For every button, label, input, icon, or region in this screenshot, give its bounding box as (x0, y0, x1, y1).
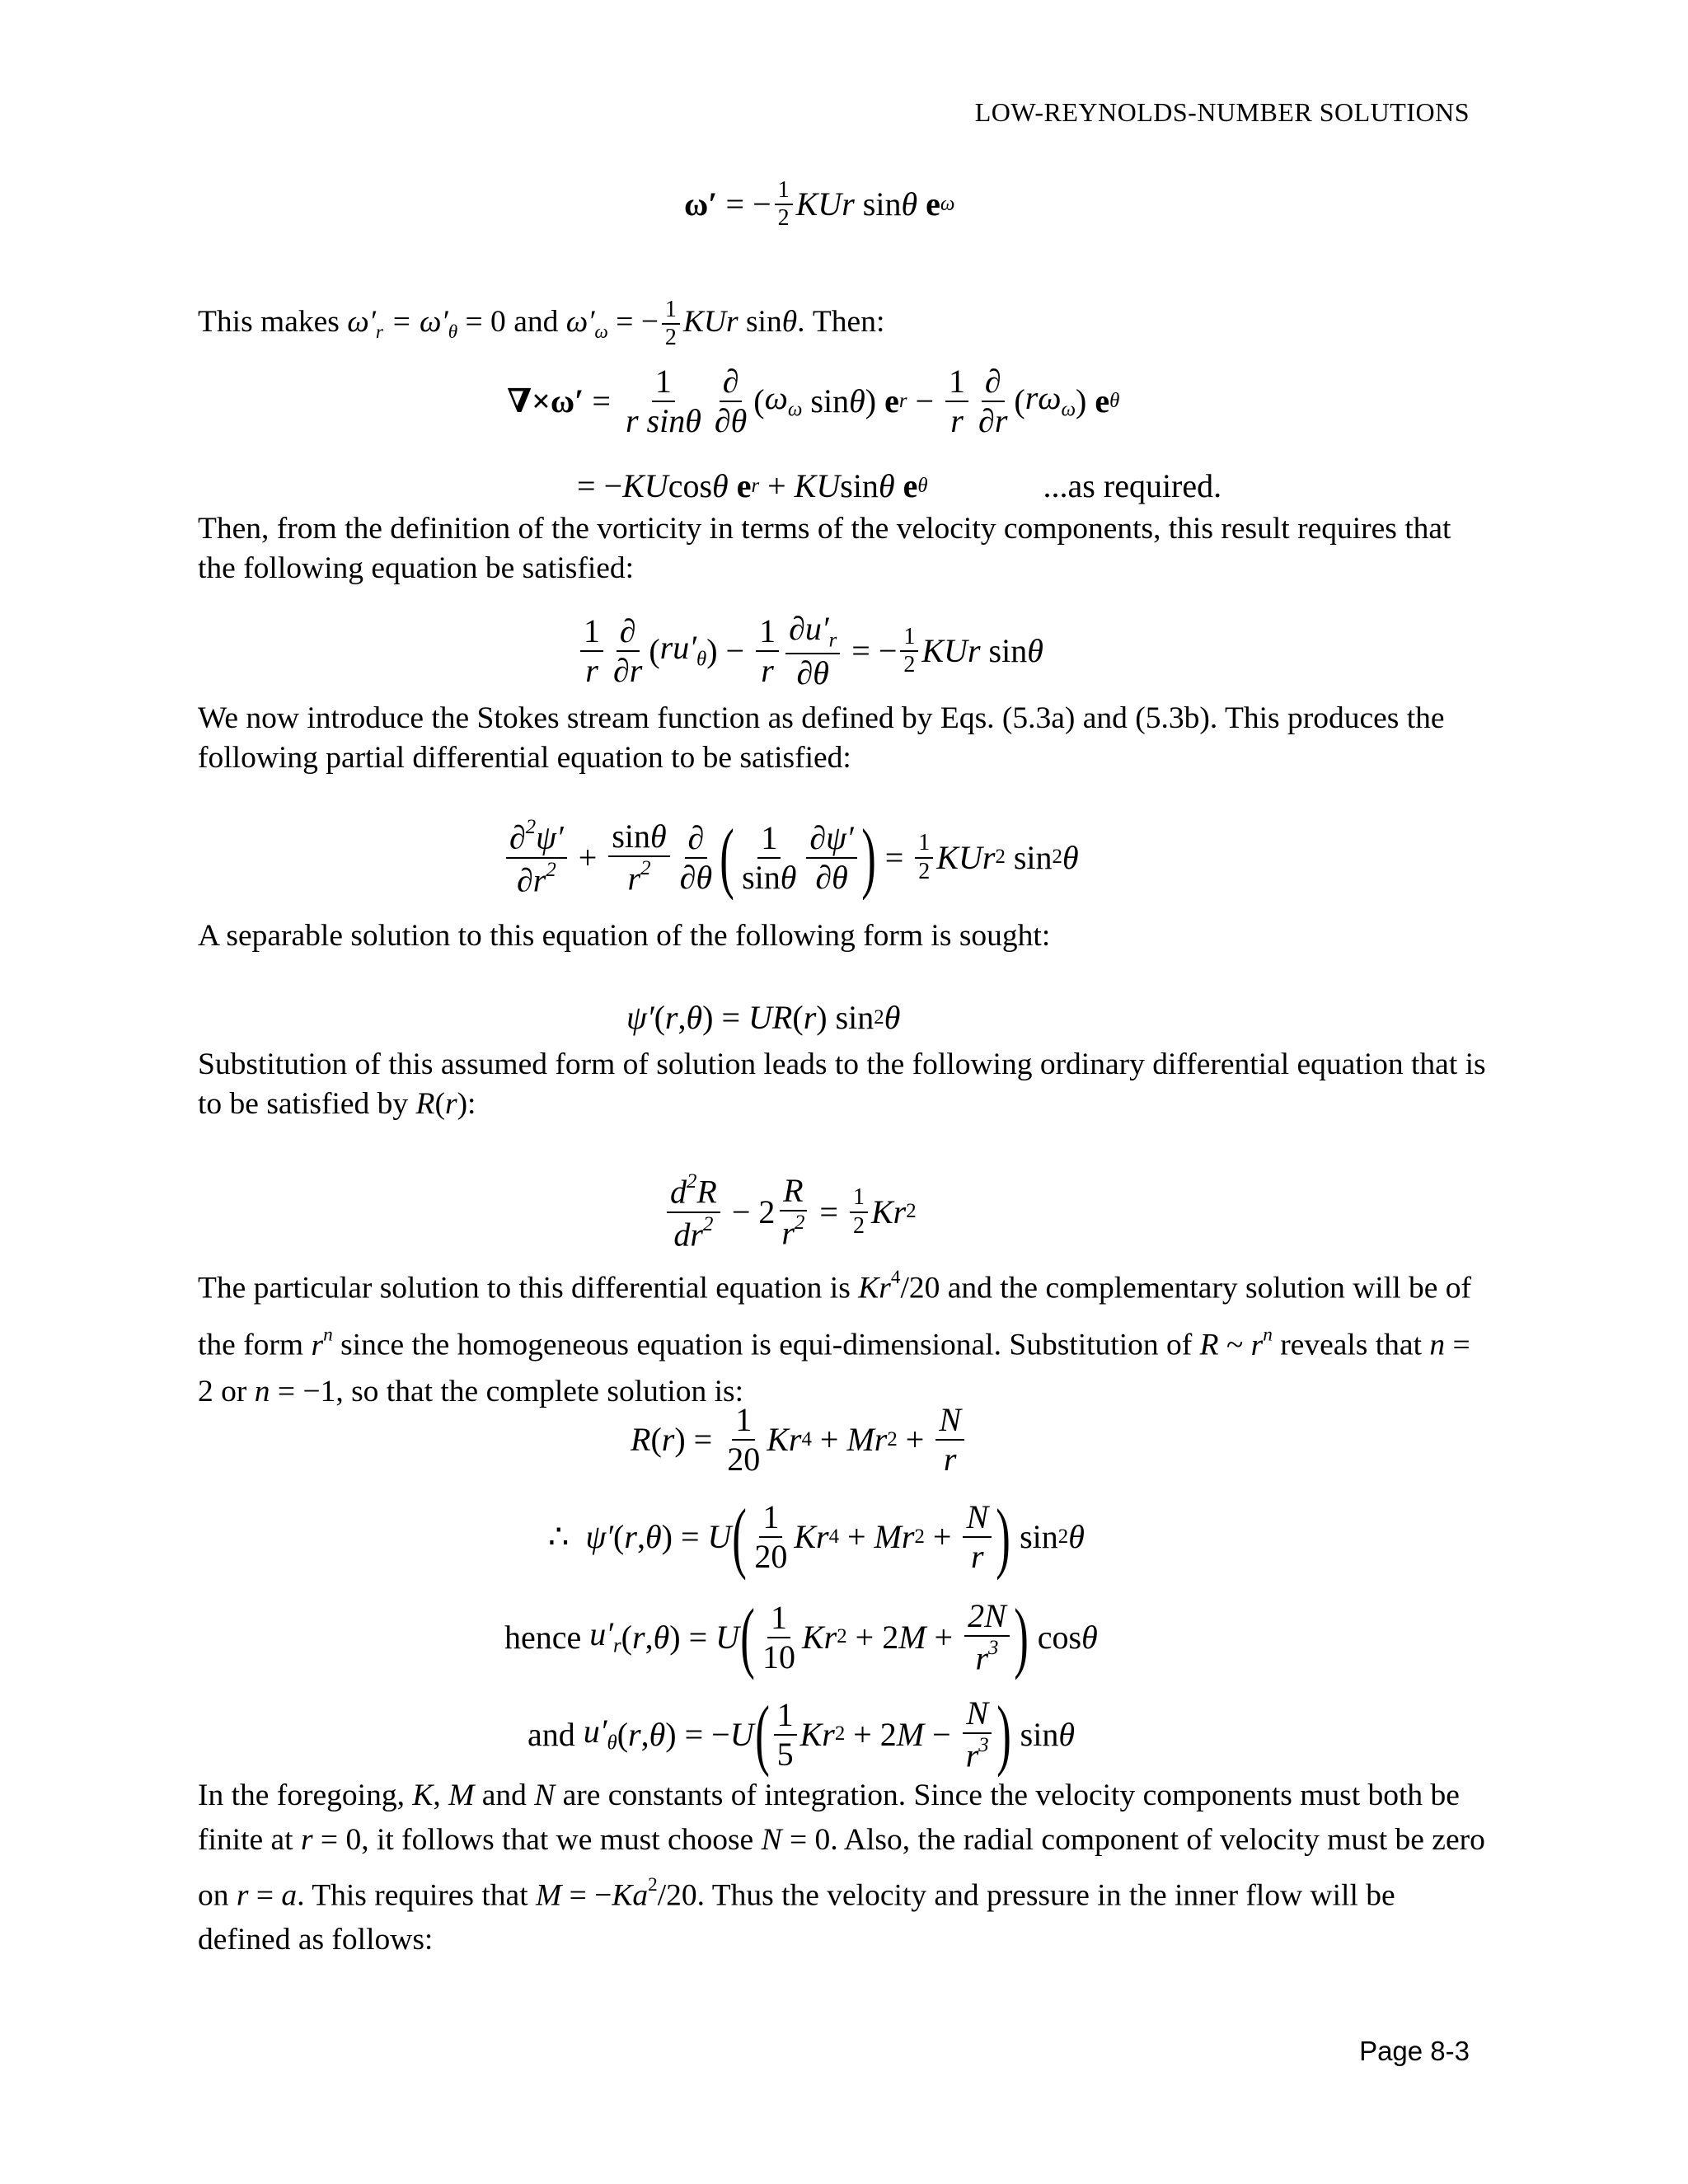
paragraph-4: A separable solution to this equation of the following form is sought: (198, 919, 1051, 953)
paragraph-6: The particular solution to this differential equation is Kr$^4$/20 and the complementary solution will be of the form $r^n$ since the homogeneous equation is equi-dimensional. Substitution of R ~ $r^n$ reveals that n = 2 or n = −1, so that the complete solution is: (198, 1267, 1472, 1408)
page-number: Page 8-3 (1359, 2036, 1470, 2066)
running-head: LOW-REYNOLDS-NUMBER SOLUTIONS (974, 97, 1470, 127)
hence-label: hence (504, 1618, 582, 1656)
and-label: and (528, 1715, 575, 1753)
paragraph-7: In the foregoing, K, M and N are constants of integration. Since the velocity components must both be finite at r = 0, it follows that we must choose N = 0. Also, the radial component of velocity must be zero on r = a. This requires that $M = -Ka^2/20$. Thus the velocity and pressure in the inner flow will be defined as follows: (198, 1779, 1485, 1957)
paragraph-2: Then, from the definition of the vorticity in terms of the velocity components, this result requires that the following equation be satisfied: (198, 512, 1451, 585)
as-required-note: ...as required. (1043, 467, 1222, 504)
paragraph-1: This makes $\omega'_r = \omega'_\theta = 0$ and $\omega'_\omega$ = − $\frac{1}{2}$ KUr sinθ. Then: (198, 297, 885, 351)
document-page: LOW-REYNOLDS-NUMBER SOLUTIONS ω′ = − $\frac{1}{2}$ KUr sin θ e ω This makes $\omega'_r = \omega'_\theta = 0$ and $\omega'_\omega$ = − $\frac{1}{2}$ KUr sinθ. Then: ∇×ω′ = $\frac{1}{\text{r sinθ}}$ $\frac{\partial}{\partial\theta}$ ( $\omega_\omega$ sin θ ) e r − $\frac{1}{r}$ $\frac{\partial}{\partial r}$ ( $r\omega_\omega$ ) e θ = − KU cos θ e r + KU sin θ e θ ...as required. Then, from the definition of the vorticity in terms of the velocity components, this result requires that the following equation be satisfied: $\frac{1}{r}$ $\frac{\partial}{\partial r}$ ( $ru'_\theta$ ) − $\frac{1}{r}$ $\frac{\partial u'_r}{\partial\theta}$ = − $\frac{1}{2}$ KUr sin θ We now introduce the Stokes stream function as defined by Eqs. (5.3a) and (5.3b). This produces the following partial differential equation to be satisfied: $\frac{\partial^2\psi'}{\partial r^2}$ + $\frac{\sin\theta}{r^2}$ $\frac{\partial}{\partial\theta}$ ( $\frac{1}{\sin\theta}$ $\frac{\partial\psi'}{\partial\theta}$ ) = $\frac{1}{2}$ KUr 2 sin 2 θ A separable solution to this equation of the following form is sought: ψ′ ( r , θ ) = UR ( r ) sin 2 θ Substitution of this assumed form of solution leads to the following ordinary differential equation that is to be satisfied by R(r): $\frac{d^2R}{dr^2}$ − 2 $\frac{R}{r^2}$ = $\frac{1}{2}$ Kr 2 The particular solution to this differential equation is Kr$^4$/20 and the complementary solution will be of the form $r^n$ since the homogeneous equation is equi-dimensional. Substitution of R ~ $r^n$ reveals that n = 2 or n = −1, so that the complete solution is: R ( r ) = $\frac{1}{20}$ Kr 4 + Mr 2 + $\frac{N}{r}$ ∴ ψ′ ( r , θ ) = U ( $\frac{1}{20}$ Kr 4 + Mr 2 + $\frac{N}{r}$ ) sin 2 θ hence $u'_r$ ( r , θ ) = U ( $\frac{1}{10}$ Kr 2 + 2 M + $\frac{2N}{r^3}$ ) cos θ and $u'_\theta$ ( r , θ ) = − U ( $\frac{1}{5}$ Kr 2 + 2 M − $\frac{N}{r^3}$ ) sin θ In the foregoing, K, M and N are constants of integration. Since the velocity components must both be finite at r = 0, it follows that we must choose N = 0. Also, the radial component of velocity must be zero on r = a. This requires that $M = -Ka^2/20$. Thus the velocity and pressure in the inner flow will be defined as follows: Page 8-3 (0, 0, 1688, 2184)
paragraph-5: Substitution of this assumed form of solution leads to the following ordinary differential equation that is to be satisfied by R(r): (198, 1047, 1486, 1121)
paragraph-3: We now introduce the Stokes stream function as defined by Eqs. (5.3a) and (5.3b). This produces the following partial differential equation to be satisfied: (198, 701, 1445, 775)
